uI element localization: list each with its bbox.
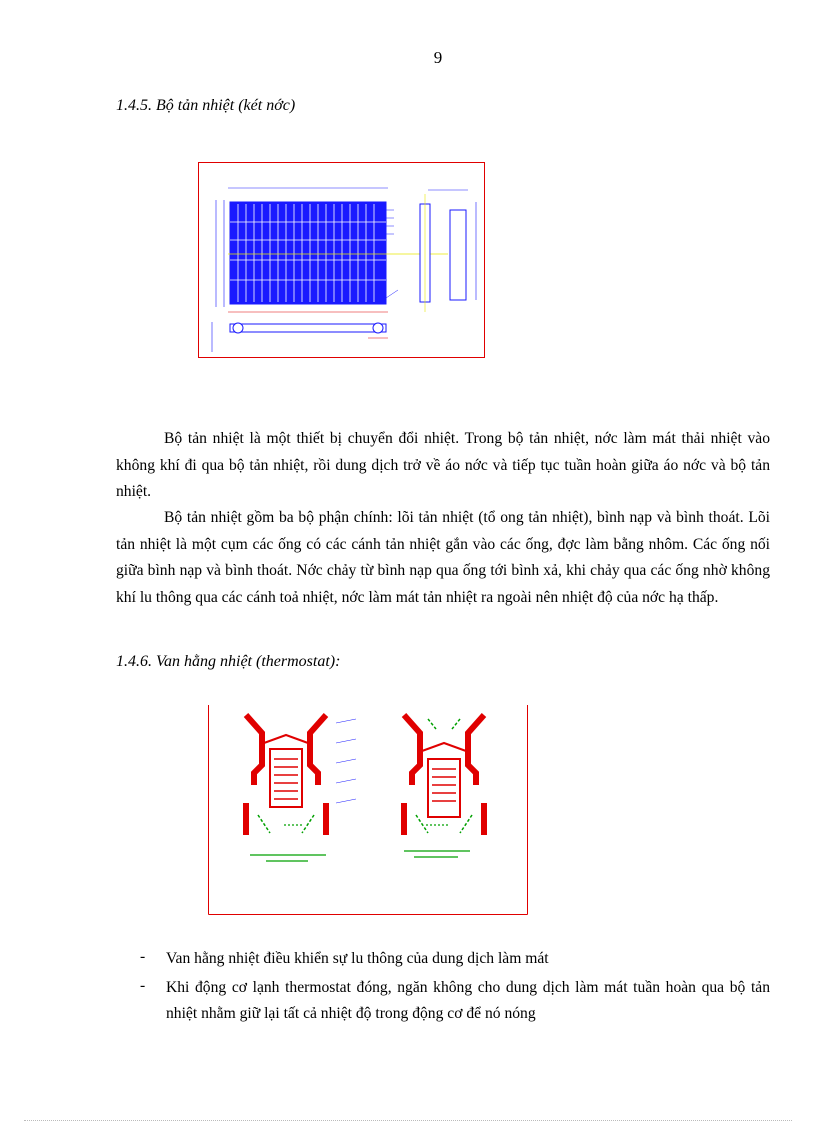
paragraph-text: Bộ tản nhiệt là một thiết bị chuyển đổi nhiệt. Trong bộ tản nhiệt, nớc làm mát thải nhiệt vào không khí đi qua bộ tản nhiệt, rồi dung dịch trở về áo nớc và tiếp tục tuần hoàn giữa áo nớc và bộ tản nhiệt. (116, 430, 770, 500)
bullet-marker: - (140, 948, 146, 965)
radiator-drawing (198, 162, 485, 358)
paragraph-radiator-function (116, 426, 770, 506)
section-heading-thermostat: 1.4.6. Van hằng nhiệt (thermostat): (116, 653, 341, 670)
bullet-marker: - (140, 977, 146, 994)
page-number: 9 (433, 48, 443, 67)
paragraph-text: Bộ tản nhiệt gồm ba bộ phận chính: lõi tản nhiệt (tổ ong tản nhiệt), bình nạp và bình thoát. Lõi tản nhiệt là một cụm các ống có các cánh tản nhiệt gắn vào các ống, đợc làm bằng nhôm. Các ống nối giữa bình nạp và bình thoát. Nớc chảy từ bình nạp qua ống tới bình xả, khi chảy qua các ống nhờ không khí lu thông qua các cánh toả nhiệt, nớc làm mát tản nhiệt ra ngoài nên nhiệt độ của nớc hạ thấp. (116, 509, 770, 606)
list-item-text: Khi động cơ lạnh thermostat đóng, ngăn không cho dung dịch làm mát tuần hoàn qua bộ tản nhiệt nhằm giữ lại tất cả nhiệt độ trong động cơ để nó nóng (166, 979, 770, 1022)
list-item (140, 946, 770, 972)
thermostat-bullet-list (140, 946, 770, 1030)
page-footer-rule (24, 1120, 792, 1121)
list-item (140, 975, 770, 1027)
list-item-text: Van hằng nhiệt điều khiển sự lu thông của dung dịch làm mát (166, 950, 549, 967)
paragraph-radiator-parts (116, 505, 770, 611)
thermostat-drawing (208, 705, 528, 915)
section-heading-radiator: 1.4.5. Bộ tản nhiệt (két nớc) (116, 97, 296, 114)
